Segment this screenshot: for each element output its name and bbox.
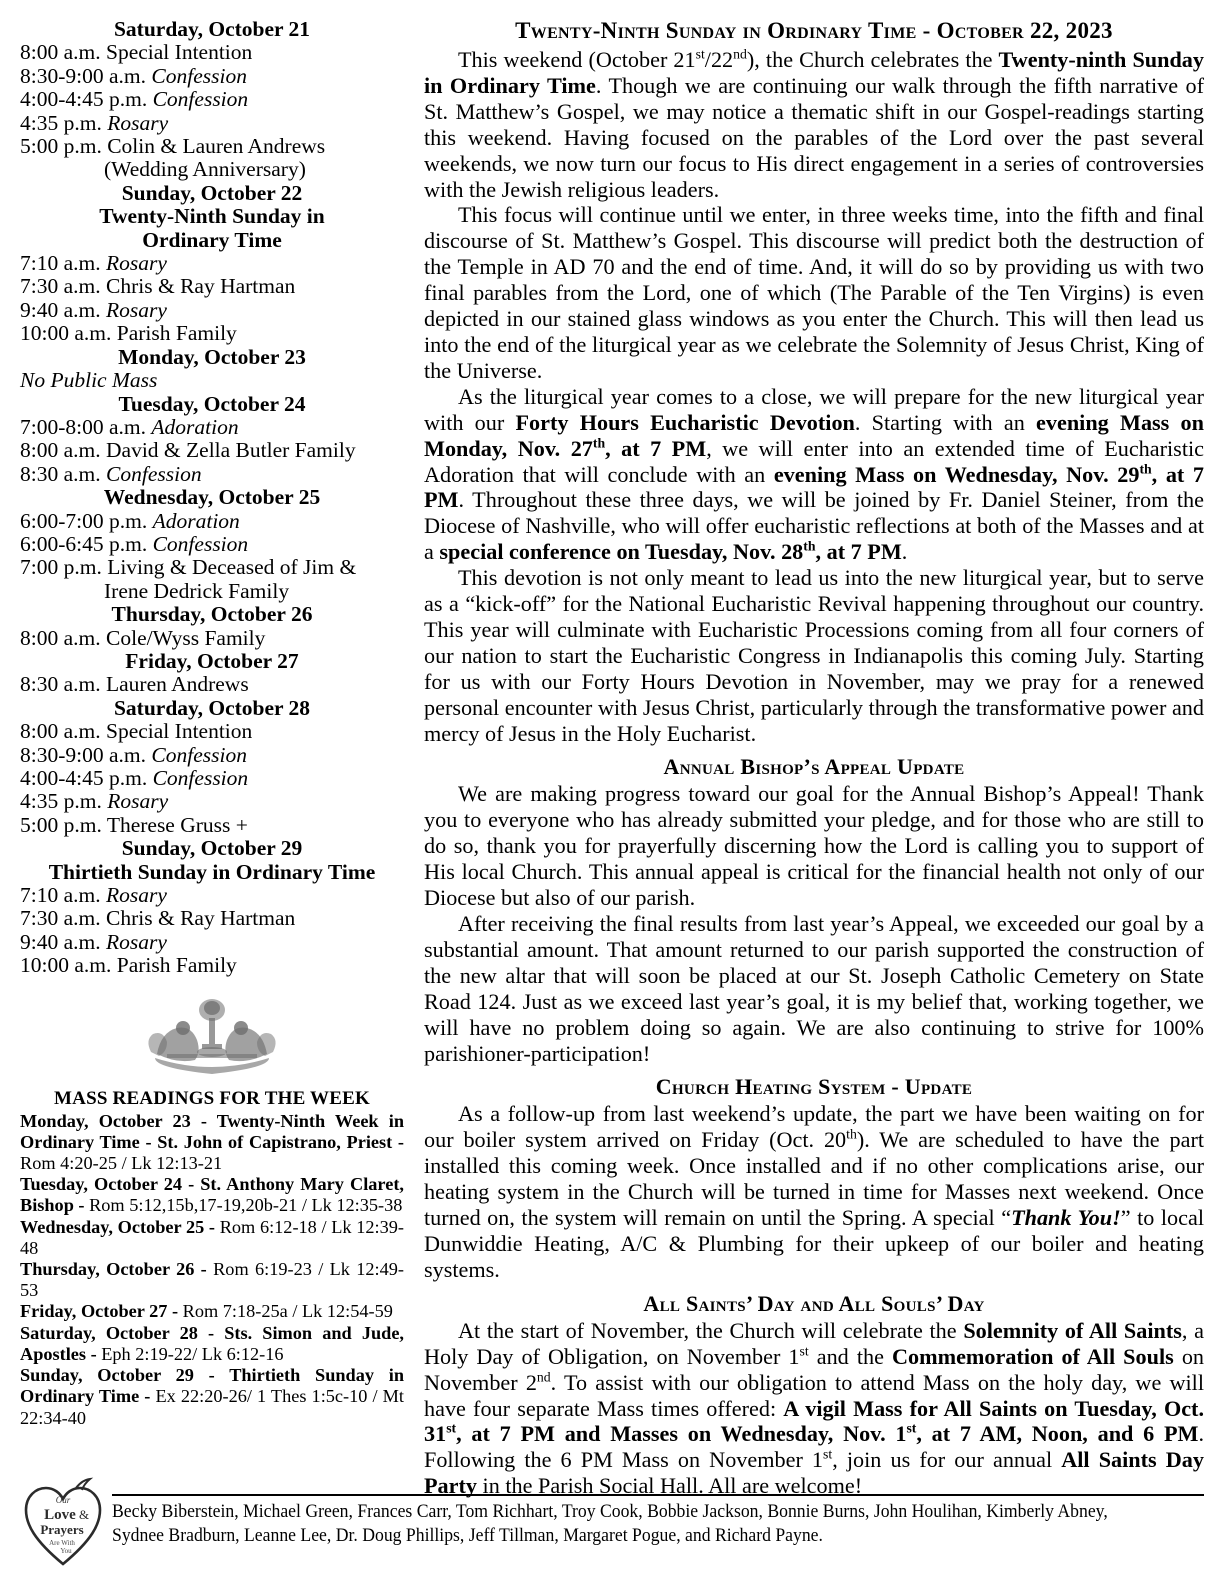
reading-item — [20, 1301, 404, 1322]
text-run: in the Parish Social Hall. All are welcome! — [476, 1473, 863, 1499]
schedule-description: Confession — [152, 531, 249, 556]
reading-label: Saturday, October 28 - Sts. Simon and Jude, Apostles - — [20, 1322, 404, 1364]
reading-item — [20, 1111, 404, 1175]
text-run: special conference on Tuesday, Nov. 28 — [439, 539, 804, 565]
schedule-entry — [20, 510, 404, 533]
text-run: . Though we are continuing our walk through the fifth narrative of St. Matthew’s Gospel, we may notice a thematic shift in our Gospel-readings starting this weekend. Having focused on the parables of the Lord over the past several weekends, we now turn our focus to His direct engagement in a series of controversies with the Jewish religious leaders. — [424, 72, 1204, 202]
paragraph-appeal-progress: We are making progress toward our goal for the Annual Bishop’s Appeal! Thank you to everyone who has already submitted your pledge, and for those who are still to do so, thank you for prayerfully discerning how the Lord is calling you to support of His local Church. This annual appeal is critical for the financial health not only of our Diocese but also of our parish. — [424, 781, 1204, 911]
ordinal-suffix: st — [446, 1421, 457, 1437]
text-run: . Throughout these three days, we will be joined by Fr. Daniel Steiner, from the Diocese of Nashville, who will offer eucharistic reflections at both of the Masses and at a — [424, 487, 1204, 565]
schedule-entry — [20, 627, 404, 650]
ordinal-suffix: nd — [536, 1369, 551, 1385]
schedule-time: 8:00 a.m. — [20, 625, 106, 650]
text-run: . Starting with an — [854, 409, 1037, 435]
schedule-description: Rosary — [106, 297, 167, 322]
emphasis-run — [439, 539, 901, 564]
schedule-day-heading: Tuesday, October 24 — [118, 391, 306, 416]
schedule-time: 7:10 a.m. — [20, 251, 106, 276]
reading-citation: Rom 6:12-18 / Lk 12:39-48 — [20, 1216, 404, 1258]
text-run: and the — [808, 1343, 892, 1369]
text-run: , we will enter into an extended time of Eucharistic Adoration that will conclude with an — [424, 435, 1204, 487]
schedule-day-heading: Saturday, October 21 — [113, 17, 311, 41]
section-heading-heating-system: Church Heating System - Update — [655, 1074, 973, 1100]
section-heading-bishops-appeal: Annual Bishop’s Appeal Update — [663, 754, 965, 780]
schedule-entry — [20, 41, 404, 64]
schedule-time: 4:35 p.m. — [20, 789, 108, 814]
schedule-description: Rosary — [106, 929, 167, 954]
schedule-day-heading: Sunday, October 22 — [121, 180, 303, 205]
emphasis-run: All Saints Day Party — [424, 1447, 1204, 1499]
text-run: ). We are scheduled to have the part installed this coming week. Once installed and if no other complications arise, our heating system in the Church will be turned in time for Masses next weekend. Once turned on, the system will remain on until the Spring. A special “ — [424, 1127, 1205, 1231]
svg-text:Are With: Are With — [49, 1539, 75, 1547]
text-run: At the start of November, the Church will celebrate the — [458, 1317, 964, 1343]
reading-item — [20, 1217, 404, 1259]
schedule-day-heading: Thirtieth Sunday in Ordinary Time — [48, 859, 376, 884]
schedule-description: Rosary — [107, 789, 169, 814]
schedule-time: 8:30-9:00 a.m. — [20, 63, 152, 88]
schedule-time: 8:30 a.m. — [20, 672, 106, 697]
schedule-continuation: (Wedding Anniversary) — [104, 157, 306, 182]
schedule-description: Confession — [152, 87, 249, 112]
schedule-time: 7:30 a.m. — [20, 274, 106, 299]
mass-readings-list — [20, 1111, 404, 1429]
ordinal-suffix: st — [695, 46, 705, 62]
text-run: As the liturgical year comes to a close, we will prepare for the new liturgical year with our — [424, 383, 1204, 435]
text-run: , at 7 PM — [424, 461, 1204, 513]
schedule-description: Adoration — [151, 414, 239, 439]
footer-names-block — [106, 1494, 1204, 1548]
schedule-time: 4:35 p.m. — [20, 110, 108, 135]
schedule-continuation: Irene Dedrick Family — [104, 578, 290, 603]
text-run: , at 7 PM and Masses on Wednesday, Nov. 1 — [456, 1421, 907, 1447]
schedule-description: Colin & Lauren Andrews — [107, 134, 326, 159]
schedule-time: 9:40 a.m. — [20, 297, 106, 322]
schedule-description: David & Zella Butler Family — [106, 438, 356, 463]
svg-text:Prayers: Prayers — [40, 1522, 84, 1537]
schedule-time: 5:00 p.m. — [20, 134, 108, 159]
schedule-entry — [20, 720, 404, 743]
schedule-entry — [20, 814, 404, 837]
schedule-description: Confession — [151, 63, 247, 88]
schedule-entry — [20, 65, 404, 88]
schedule-description: Therese Gruss + — [106, 812, 248, 837]
schedule-time: 7:30 a.m. — [20, 906, 106, 931]
schedule-entry — [20, 275, 404, 298]
schedule-time: 8:00 a.m. — [20, 719, 106, 744]
text-run: . Following the 6 PM Mass on November 1 — [424, 1421, 1204, 1473]
ordinal-suffix: th — [803, 538, 816, 554]
schedule-note: No Public Mass — [20, 368, 158, 393]
reading-citation: Rom 7:18-25a / Lk 12:54-59 — [182, 1301, 393, 1322]
schedule-day-heading: Wednesday, October 25 — [103, 485, 321, 510]
text-run: , at 7 PM — [605, 435, 707, 461]
schedule-entry — [20, 299, 404, 322]
bulletin-main-title: Twenty-Ninth Sunday in Ordinary Time - October 22, 2023 — [515, 18, 1113, 43]
section-heading-all-saints: All Saints’ Day and All Souls’ Day — [643, 1290, 985, 1316]
schedule-entry — [20, 439, 404, 462]
mass-schedule — [20, 18, 404, 978]
schedule-entry — [20, 884, 404, 907]
reading-citation: Rom 6:19-23 / Lk 12:49-53 — [20, 1259, 404, 1301]
schedule-entry — [20, 252, 404, 275]
schedule-time: 10:00 a.m. — [20, 953, 117, 978]
schedule-description: Lauren Andrews — [106, 672, 249, 697]
schedule-description: Special Intention — [106, 40, 253, 65]
schedule-time: 8:30 a.m. — [20, 461, 106, 486]
svg-text:You: You — [60, 1547, 72, 1555]
two-column-layout — [20, 17, 1205, 1499]
schedule-time: 6:00-7:00 p.m. — [20, 508, 153, 533]
schedule-entry — [20, 533, 404, 556]
schedule-description: Special Intention — [106, 719, 253, 744]
schedule-description: Rosary — [107, 110, 169, 135]
text-run: on November 2 — [424, 1343, 1205, 1395]
reading-label: Sunday, October 29 - Thirtieth Sunday in Ordinary Time - — [20, 1365, 404, 1407]
prayer-names-line-1: Becky Biberstein, Michael Green, Frances Carr, Tom Richhart, Troy Cook, Bobbie Jackson, Bonnie Burns, John Houlihan, Kimberly Abney, — [112, 1501, 1108, 1522]
ordinal-suffix: th — [592, 435, 606, 451]
schedule-time: 7:00 p.m. — [20, 555, 108, 580]
schedule-entry — [20, 463, 404, 486]
schedule-day-heading: Friday, October 27 — [125, 648, 299, 673]
schedule-day-heading: Thursday, October 26 — [111, 602, 313, 627]
schedule-time: 4:00-4:45 p.m. — [20, 87, 153, 112]
text-run: . — [901, 539, 908, 565]
schedule-day-heading: Twenty-Ninth Sunday in — [99, 204, 325, 229]
reading-citation: Rom 5:12,15b,17-19,20b-21 / Lk 12:35-38 — [89, 1195, 403, 1216]
ordinal-suffix: st — [906, 1421, 917, 1437]
schedule-description: Living & Deceased of Jim & — [107, 555, 357, 580]
text-run: , at 7 PM — [815, 539, 902, 565]
schedule-entry — [20, 767, 404, 790]
schedule-time: 7:10 a.m. — [20, 883, 106, 908]
schedule-day-heading: Ordinary Time — [142, 227, 282, 252]
schedule-description: Rosary — [106, 251, 167, 276]
schedule-description: Confession — [106, 461, 202, 486]
reading-label: Monday, October 23 - Twenty-Ninth Week in Ordinary Time - St. John of Capistrano, Priest - — [20, 1110, 404, 1152]
ordinal-suffix: th — [846, 1126, 857, 1142]
our-love-and-prayers-logo — [20, 1474, 106, 1570]
schedule-time: 8:30-9:00 a.m. — [20, 742, 152, 767]
schedule-time: 5:00 p.m. — [20, 812, 107, 837]
schedule-entry — [20, 322, 404, 345]
paragraph-sunday-intro — [424, 47, 1204, 202]
schedule-entry — [20, 954, 404, 977]
text-run: evening Mass on Monday, Nov. 27 — [424, 409, 1204, 461]
schedule-entry — [20, 135, 404, 158]
text-run: A vigil Mass for All Saints on Tuesday, Oct. 31 — [424, 1395, 1204, 1447]
schedule-description: Cole/Wyss Family — [106, 625, 266, 650]
schedule-time: 4:00-4:45 p.m. — [20, 766, 153, 790]
schedule-entry — [20, 416, 404, 439]
prayer-list-footer — [20, 1472, 1204, 1576]
right-column — [412, 18, 1204, 1499]
text-run: , join us for our annual — [832, 1447, 1062, 1473]
schedule-description: Confession — [151, 742, 247, 767]
emphasis-run: Commemoration of All Souls — [891, 1343, 1174, 1369]
schedule-time: 10:00 a.m. — [20, 321, 117, 346]
text-run: As a follow-up from last weekend’s update, the part we have been waiting on for our boiler system arrived on Friday (Oct. 20 — [424, 1101, 1204, 1153]
schedule-time: 9:40 a.m. — [20, 929, 106, 954]
emphasis-run: Solemnity of All Saints — [963, 1317, 1182, 1343]
emphasis-run: Twenty-ninth Sunday in Ordinary Time — [424, 47, 1204, 98]
schedule-entry — [20, 907, 404, 930]
schedule-day-heading: Saturday, October 28 — [113, 695, 311, 720]
text-run: ), the Church celebrates the — [746, 47, 999, 72]
schedule-time: 6:00-6:45 p.m. — [20, 531, 153, 556]
ordinal-suffix: st — [823, 1446, 833, 1462]
schedule-description: Adoration — [152, 508, 240, 533]
schedule-description: Chris & Ray Hartman — [106, 274, 296, 299]
heart-logo-icon — [20, 1474, 106, 1570]
paragraph-forty-hours — [424, 384, 1204, 565]
left-column — [20, 18, 412, 1429]
reading-label: Wednesday, October 25 - — [20, 1216, 220, 1237]
reading-item — [20, 1259, 404, 1301]
emphasis-run: Forty Hours Eucharistic Devotion — [515, 409, 855, 435]
paragraph-appeal-results: After receiving the final results from last year’s Appeal, we exceeded our goal by a substantial amount. That amount returned to our parish supported the construction of the new altar that will soon be placed at our St. Joseph Catholic Cemetery on State Road 124. Just as we exceed last year’s goal, it is my belief that, working together, we will have no problem doing so again. We are also continuing to strive for 100% parishioner-participation! — [424, 911, 1204, 1066]
ordinal-suffix: th — [1139, 461, 1152, 477]
schedule-description: Chris & Ray Hartman — [106, 906, 296, 931]
text-run: This weekend (October 21 — [458, 47, 696, 72]
svg-text:&: & — [78, 1507, 90, 1522]
reading-citation: Rom 4:20-25 / Lk 12:13-21 — [20, 1153, 223, 1174]
text-run: evening Mass on Wednesday, Nov. 29 — [773, 461, 1140, 487]
schedule-description: Rosary — [106, 883, 167, 908]
text-run: /22 — [704, 47, 734, 72]
schedule-time: 7:00-8:00 a.m. — [20, 414, 152, 439]
reading-item — [20, 1323, 404, 1365]
schedule-entry — [20, 790, 404, 813]
paragraph-heating-update — [424, 1101, 1204, 1282]
text-run: . To assist with our obligation to attend Mass on the holy day, we will have four separate Mass times offered: — [424, 1369, 1204, 1421]
reading-citation: Ex 22:20-26/ 1 Thes 1:5c-10 / Mt 22:34-40 — [20, 1386, 404, 1428]
mass-readings-title: MASS READINGS FOR THE WEEK — [54, 1087, 370, 1109]
schedule-description: Parish Family — [116, 953, 237, 978]
schedule-entry — [20, 556, 404, 579]
prayer-names-line-2: Sydnee Bradburn, Leanne Lee, Dr. Doug Phillips, Jeff Tillman, Margaret Pogue, and Richard Payne. — [112, 1525, 823, 1546]
emphasis-run: Thank You! — [1011, 1205, 1121, 1231]
schedule-time: 8:00 a.m. — [20, 40, 106, 65]
reading-item — [20, 1365, 404, 1429]
text-run: , a Holy Day of Obligation, on November 1 — [424, 1317, 1204, 1369]
ordinal-suffix: st — [799, 1343, 809, 1359]
reading-citation: Eph 2:19-22/ Lk 6:12-16 — [101, 1343, 284, 1364]
reading-label: Thursday, October 26 - — [20, 1259, 214, 1280]
reading-label: Friday, October 27 - — [20, 1301, 183, 1322]
schedule-description: Parish Family — [116, 321, 237, 346]
text-run: ” to local Dunwiddie Heating, A/C & Plumbing for their upkeep of our boiler and heating systems. — [424, 1205, 1204, 1282]
svg-text:Our: Our — [55, 1495, 71, 1505]
schedule-time: 8:00 a.m. — [20, 438, 106, 463]
ordinal-suffix: nd — [733, 46, 747, 62]
schedule-entry — [20, 88, 404, 111]
paragraph-fifth-discourse: This focus will continue until we enter, in three weeks time, into the fifth and final discourse of St. Matthew’s Gospel. This discourse will predict both the destruction of the Temple in AD 70 and the end of time. And, it will do so by providing us with two final parables from the Lord, one of which (The Parable of the Ten Virgins) is even depicted in our stained glass windows as you enter the Church. This will then lead us into the end of the liturgical year as we celebrate the Solemnity of Jesus Christ, King of the Universe. — [424, 202, 1204, 383]
reading-label: Tuesday, October 24 - St. Anthony Mary Claret, Bishop - — [20, 1174, 404, 1216]
angels-monstrance-engraving — [137, 994, 287, 1082]
schedule-entry — [20, 744, 404, 767]
schedule-description: Confession — [152, 766, 249, 790]
footer-divider — [112, 1494, 1204, 1496]
reading-item — [20, 1174, 404, 1216]
schedule-day-heading: Monday, October 23 — [118, 344, 306, 369]
schedule-entry — [20, 673, 404, 696]
svg-text:Love: Love — [44, 1507, 76, 1523]
schedule-entry — [20, 931, 404, 954]
text-run: , at 7 AM, Noon, and 6 PM — [916, 1421, 1199, 1447]
schedule-day-heading: Sunday, October 29 — [121, 836, 303, 861]
schedule-entry — [20, 112, 404, 135]
paragraph-eucharistic-revival: This devotion is not only meant to lead us into the new liturgical year, but to serve as a “kick-off” for the National Eucharistic Revival happening throughout our country. This year will culminate with Eucharistic Processions coming from all four corners of our nation to start the Eucharistic Congress in Indianapolis this coming July. Starting for us with our Forty Hours Devotion in November, may we pray for a renewed personal encounter with Jesus Christ, particularly through the transformative power and mercy of Jesus in the Holy Eucharist. — [424, 565, 1204, 746]
